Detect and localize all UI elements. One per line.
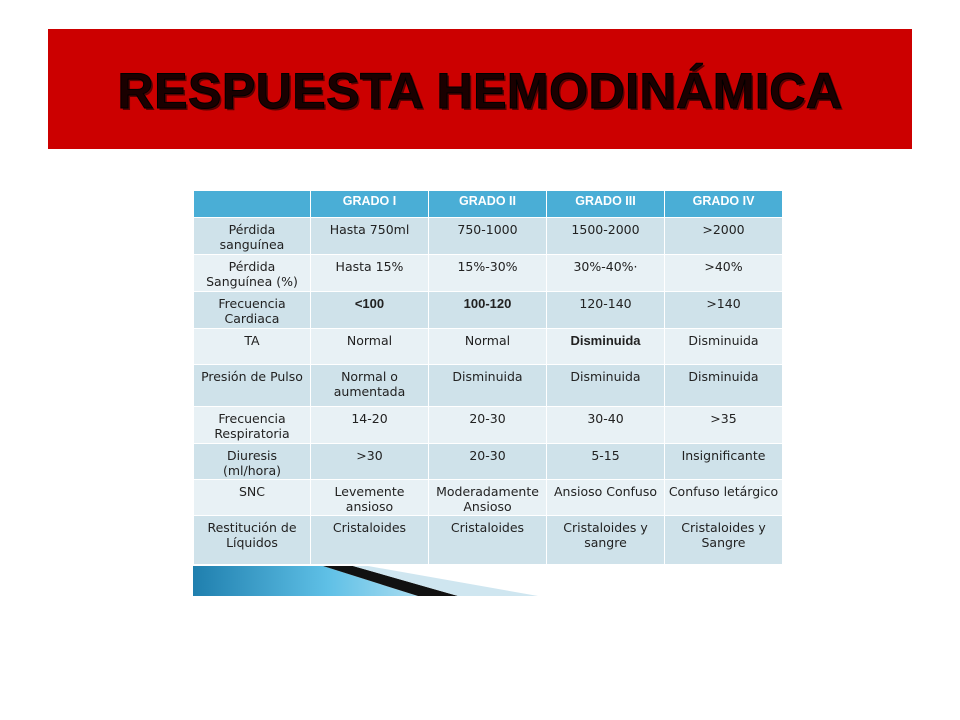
- table-cell: Hasta 750ml: [311, 218, 429, 255]
- table-cell: <100: [311, 292, 429, 329]
- table-cell: 750-1000: [429, 218, 547, 255]
- table-cell: Levemente ansioso: [311, 480, 429, 516]
- table-cell: Confuso letárgico: [665, 480, 783, 516]
- table-cell: Disminuida: [665, 365, 783, 407]
- table-row: [194, 444, 783, 480]
- table-row: [194, 329, 783, 365]
- row-label: Frecuencia Respiratoria: [194, 407, 311, 444]
- table-cell: Normal: [429, 329, 547, 365]
- table-cell: Moderadamente Ansioso: [429, 480, 547, 516]
- header-grado-1: GRADO I: [311, 191, 429, 218]
- table-cell: 15%-30%: [429, 255, 547, 292]
- table-cell: Cristaloides y Sangre: [665, 516, 783, 565]
- table-cell: Cristaloides: [429, 516, 547, 565]
- hemodynamic-table: [193, 190, 782, 565]
- table-cell: 30-40: [547, 407, 665, 444]
- header-grado-2: GRADO II: [429, 191, 547, 218]
- table-cell: >2000: [665, 218, 783, 255]
- table-cell: Disminuida: [665, 329, 783, 365]
- table-cell: 20-30: [429, 407, 547, 444]
- row-label: TA: [194, 329, 311, 365]
- table-cell: 14-20: [311, 407, 429, 444]
- decorative-swoosh: [193, 566, 553, 596]
- table-cell: Normal o aumentada: [311, 365, 429, 407]
- table-cell: 1500-2000: [547, 218, 665, 255]
- table-row: [194, 218, 783, 255]
- table-cell: Cristaloides y sangre: [547, 516, 665, 565]
- table-row: [194, 480, 783, 516]
- table-cell: Normal: [311, 329, 429, 365]
- table-cell: Disminuida: [547, 329, 665, 365]
- header-grado-4: GRADO IV: [665, 191, 783, 218]
- table-cell: Insignificante: [665, 444, 783, 480]
- row-label: Diuresis (ml/hora): [194, 444, 311, 480]
- table-cell: 30%-40%·: [547, 255, 665, 292]
- table-cell: >40%: [665, 255, 783, 292]
- table-cell: >140: [665, 292, 783, 329]
- table-cell: >30: [311, 444, 429, 480]
- header-grado-3: GRADO III: [547, 191, 665, 218]
- row-label: Pérdida Sanguínea (%): [194, 255, 311, 292]
- table-header-row: [194, 191, 783, 218]
- page-title: RESPUESTA HEMODINÁMICA: [117, 63, 843, 119]
- table-row: [194, 255, 783, 292]
- row-label: Pérdida sanguínea: [194, 218, 311, 255]
- table-cell: Disminuida: [547, 365, 665, 407]
- table-row: [194, 292, 783, 329]
- header-cell-empty: [194, 191, 311, 218]
- table-row: [194, 365, 783, 407]
- table-cell: Ansioso Confuso: [547, 480, 665, 516]
- table-cell: 5-15: [547, 444, 665, 480]
- row-label: Presión de Pulso: [194, 365, 311, 407]
- table-cell: 20-30: [429, 444, 547, 480]
- table-cell: 100-120: [429, 292, 547, 329]
- row-label: SNC: [194, 480, 311, 516]
- row-label: Restitución de Líquidos: [194, 516, 311, 565]
- table-row: [194, 516, 783, 565]
- table-cell: Disminuida: [429, 365, 547, 407]
- title-banner: [48, 29, 912, 149]
- table-cell: Cristaloides: [311, 516, 429, 565]
- row-label: Frecuencia Cardiaca: [194, 292, 311, 329]
- table-row: [194, 407, 783, 444]
- table-cell: Hasta 15%: [311, 255, 429, 292]
- table-cell: 120-140: [547, 292, 665, 329]
- table-cell: >35: [665, 407, 783, 444]
